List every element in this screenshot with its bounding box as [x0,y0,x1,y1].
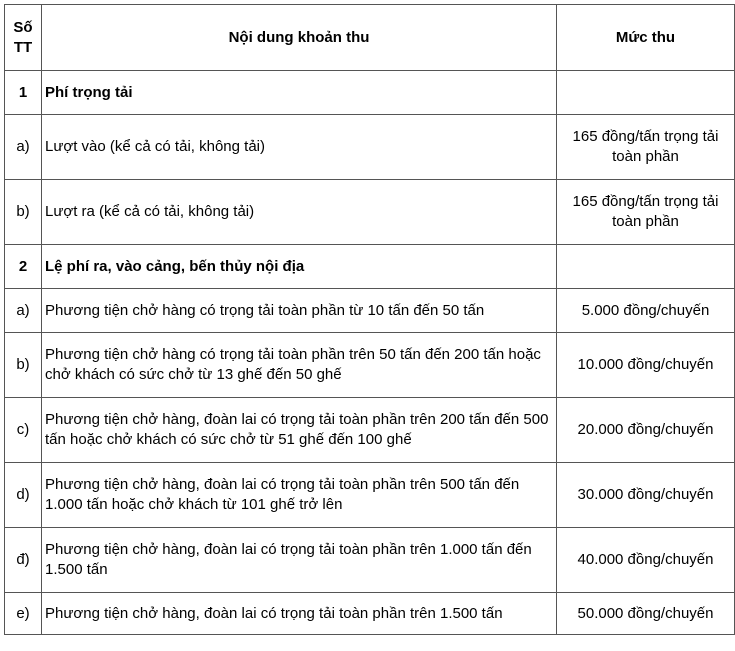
table-header-row [5,5,735,71]
header-number: Số TT [5,5,42,71]
table-row [5,593,735,635]
row-number: c) [5,398,42,463]
row-number: a) [5,115,42,180]
row-content: Lệ phí ra, vào cảng, bến thủy nội địa [42,245,557,289]
row-number: d) [5,463,42,528]
fee-table [4,4,735,635]
row-content: Phương tiện chở hàng, đoàn lai có trọng tải toàn phần trên 500 tấn đến 1.000 tấn hoặc chở khách từ 101 ghế trở lên [42,463,557,528]
table-row [5,528,735,593]
row-fee: 165 đồng/tấn trọng tải toàn phần [557,115,735,180]
row-content: Phương tiện chở hàng, đoàn lai có trọng tải toàn phần trên 200 tấn đến 500 tấn hoặc chở khách có sức chở từ 51 ghế đến 100 ghế [42,398,557,463]
row-fee: 20.000 đồng/chuyến [557,398,735,463]
table-row-section-1 [5,71,735,115]
row-number: a) [5,289,42,333]
row-fee: 5.000 đồng/chuyến [557,289,735,333]
row-content: Phương tiện chở hàng, đoàn lai có trọng tải toàn phần trên 1.000 tấn đến 1.500 tấn [42,528,557,593]
table-row [5,289,735,333]
row-content: Phương tiện chở hàng có trọng tải toàn phần trên 50 tấn đến 200 tấn hoặc chở khách có sức chở từ 13 ghế đến 50 ghế [42,333,557,398]
table-row-section-2 [5,245,735,289]
row-number: đ) [5,528,42,593]
row-fee [557,71,735,115]
table-row [5,115,735,180]
table-row [5,180,735,245]
row-fee: 165 đồng/tấn trọng tải toàn phần [557,180,735,245]
row-content: Lượt vào (kể cả có tải, không tải) [42,115,557,180]
row-content: Phí trọng tải [42,71,557,115]
table-row [5,398,735,463]
row-number: b) [5,180,42,245]
table-row [5,463,735,528]
row-number: b) [5,333,42,398]
row-fee: 40.000 đồng/chuyến [557,528,735,593]
row-content: Phương tiện chở hàng có trọng tải toàn phần từ 10 tấn đến 50 tấn [42,289,557,333]
row-content: Lượt ra (kể cả có tải, không tải) [42,180,557,245]
table-row [5,333,735,398]
row-content: Phương tiện chở hàng, đoàn lai có trọng tải toàn phần trên 1.500 tấn [42,593,557,635]
header-content: Nội dung khoản thu [42,5,557,71]
row-number: e) [5,593,42,635]
row-fee [557,245,735,289]
row-fee: 30.000 đồng/chuyến [557,463,735,528]
row-fee: 50.000 đồng/chuyến [557,593,735,635]
row-fee: 10.000 đồng/chuyến [557,333,735,398]
row-number: 2 [5,245,42,289]
header-fee: Mức thu [557,5,735,71]
row-number: 1 [5,71,42,115]
